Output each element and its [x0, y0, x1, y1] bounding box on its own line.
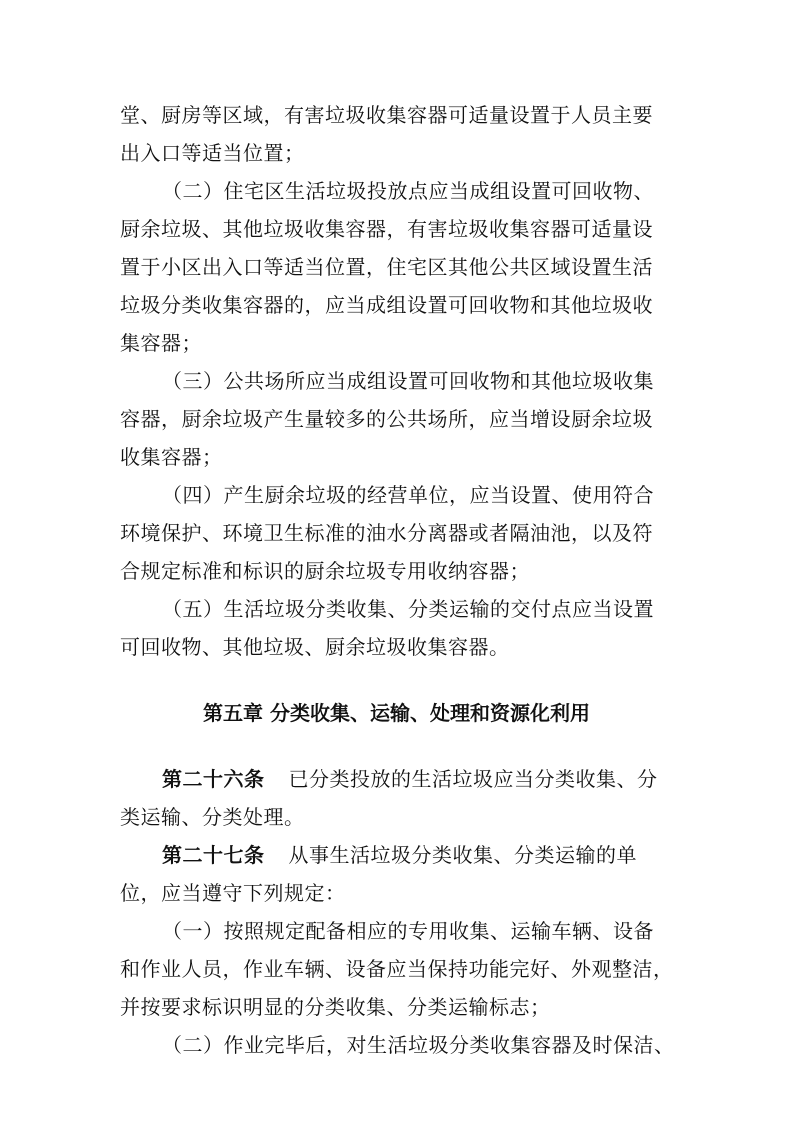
text-line: 收集容器； [120, 445, 223, 469]
text-line: 置于小区出入口等适当位置，住宅区其他公共区域设置生活 [120, 255, 653, 279]
article-27-label: 第二十七条 [162, 843, 265, 867]
chapter-heading: 第五章 分类收集、运输、处理和资源化利用 [203, 701, 590, 725]
text-line: （五）生活垃圾分类收集、分类运输的交付点应当设置 [162, 597, 654, 621]
article-26-label: 第二十六条 [162, 767, 265, 791]
article-27-line [0, 839, 793, 871]
article-26-text: 已分类投放的生活垃圾应当分类收集、分 [288, 767, 658, 791]
text-line: 出入口等适当位置； [120, 141, 305, 165]
text-line: （二）住宅区生活垃圾投放点应当成组设置可回收物、 [162, 179, 654, 203]
text-line: 集容器； [120, 331, 202, 355]
text-line: 环境保护、环境卫生标准的油水分离器或者隔油池，以及符 [120, 521, 653, 545]
text-line: （四）产生厨余垃圾的经营单位，应当设置、使用符合 [162, 483, 654, 507]
text-line: 类运输、分类处理。 [120, 805, 305, 829]
text-line: 可回收物、其他垃圾、厨余垃圾收集容器。 [120, 635, 510, 659]
text-line: 垃圾分类收集容器的，应当成组设置可回收物和其他垃圾收 [120, 293, 653, 317]
text-line: 容器，厨余垃圾产生量较多的公共场所，应当增设厨余垃圾 [120, 407, 653, 431]
text-line: 和作业人员，作业车辆、设备应当保持功能完好、外观整洁， [120, 957, 674, 981]
text-line: 厨余垃圾、其他垃圾收集容器，有害垃圾收集容器可适量设 [120, 217, 653, 241]
article-26-line [0, 763, 793, 795]
text-line: 位，应当遵守下列规定： [120, 881, 346, 905]
text-line: 堂、厨房等区域，有害垃圾收集容器可适量设置于人员主要 [120, 103, 653, 127]
text-line: （二）作业完毕后，对生活垃圾分类收集容器及时保洁、 [162, 1033, 675, 1057]
text-line: （一）按照规定配备相应的专用收集、运输车辆、设备 [162, 919, 654, 943]
text-line: （三）公共场所应当成组设置可回收物和其他垃圾收集 [162, 369, 654, 393]
text-line: 并按要求标识明显的分类收集、分类运输标志； [120, 995, 551, 1019]
text-line: 合规定标准和标识的厨余垃圾专用收纳容器； [120, 559, 530, 583]
article-27-text: 从事生活垃圾分类收集、分类运输的单 [288, 843, 637, 867]
